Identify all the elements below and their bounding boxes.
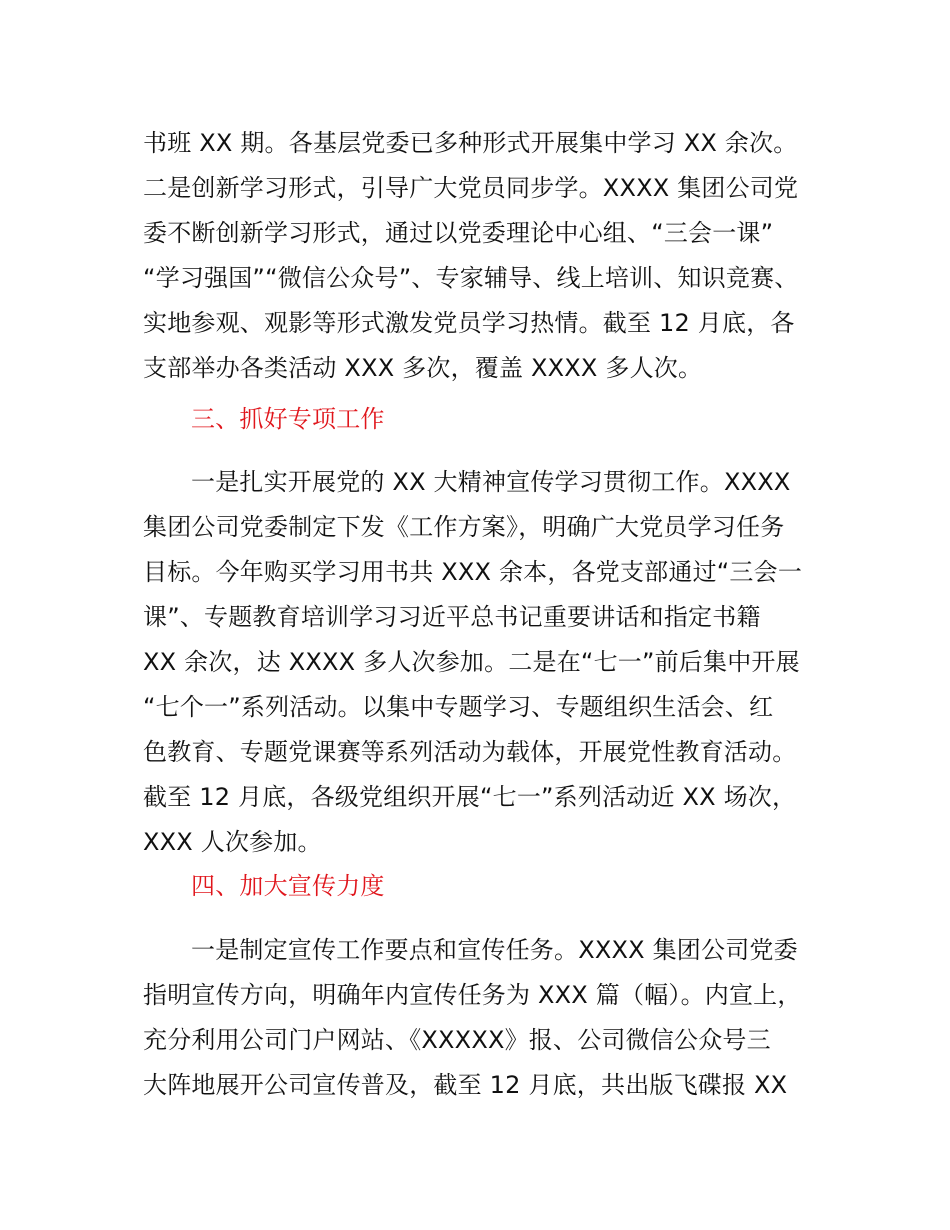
paragraph-line: 一是扎实开展党的 XX 大精神宣传学习贯彻工作。XXXX: [191, 468, 791, 496]
paragraph-line: 指明宣传方向，明确年内宣传任务为 XXX 篇（幅）。内宣上，: [143, 981, 802, 1009]
paragraph-line: 课”、专题教育培训学习习近平总书记重要讲话和指定书籍: [143, 603, 761, 631]
paragraph-line: XXX 人次参加。: [143, 828, 322, 856]
section-heading: 三、抓好专项工作: [191, 405, 385, 433]
paragraph-line: 一是制定宣传工作要点和宣传任务。XXXX 集团公司党委: [191, 936, 798, 964]
paragraph-line: 委不断创新学习形式，通过以党委理论中心组、“三会一课”: [143, 219, 774, 247]
paragraph-line: 充分利用公司门户网站、《XXXXX》报、公司微信公众号三: [143, 1026, 771, 1054]
paragraph-line: 实地参观、观影等形式激发党员学习热情。截至 12 月底，各: [143, 309, 795, 337]
paragraph-line: 集团公司党委制定下发《工作方案》，明确广大党员学习任务: [143, 513, 785, 541]
paragraph-line: 二是创新学习形式，引导广大党员同步学。XXXX 集团公司党: [143, 174, 799, 202]
paragraph-line: 书班 XX 期。各基层党委已多种形式开展集中学习 XX 余次。: [143, 129, 798, 157]
paragraph-line: 支部举办各类活动 XXX 多次，覆盖 XXXX 多人次。: [143, 354, 703, 382]
paragraph-line: “七个一”系列活动。以集中专题学习、专题组织生活会、红: [143, 693, 774, 721]
paragraph-line: 目标。今年购买学习用书共 XXX 余本，各党支部通过“三会一: [143, 558, 803, 586]
paragraph-line: 色教育、专题党课赛等系列活动为载体，开展党性教育活动。: [143, 738, 797, 766]
paragraph-line: XX 余次，达 XXXX 多人次参加。二是在“七一”前后集中开展: [143, 648, 800, 676]
paragraph-line: 大阵地展开公司宣传普及，截至 12 月底，共出版飞碟报 XX: [143, 1071, 788, 1099]
paragraph-line: 截至 12 月底，各级党组织开展“七一”系列活动近 XX 场次，: [143, 783, 797, 811]
section-heading: 四、加大宣传力度: [191, 872, 385, 900]
paragraph-line: “学习强国”“微信公众号”、专家辅导、线上培训、知识竞赛、: [143, 264, 799, 292]
